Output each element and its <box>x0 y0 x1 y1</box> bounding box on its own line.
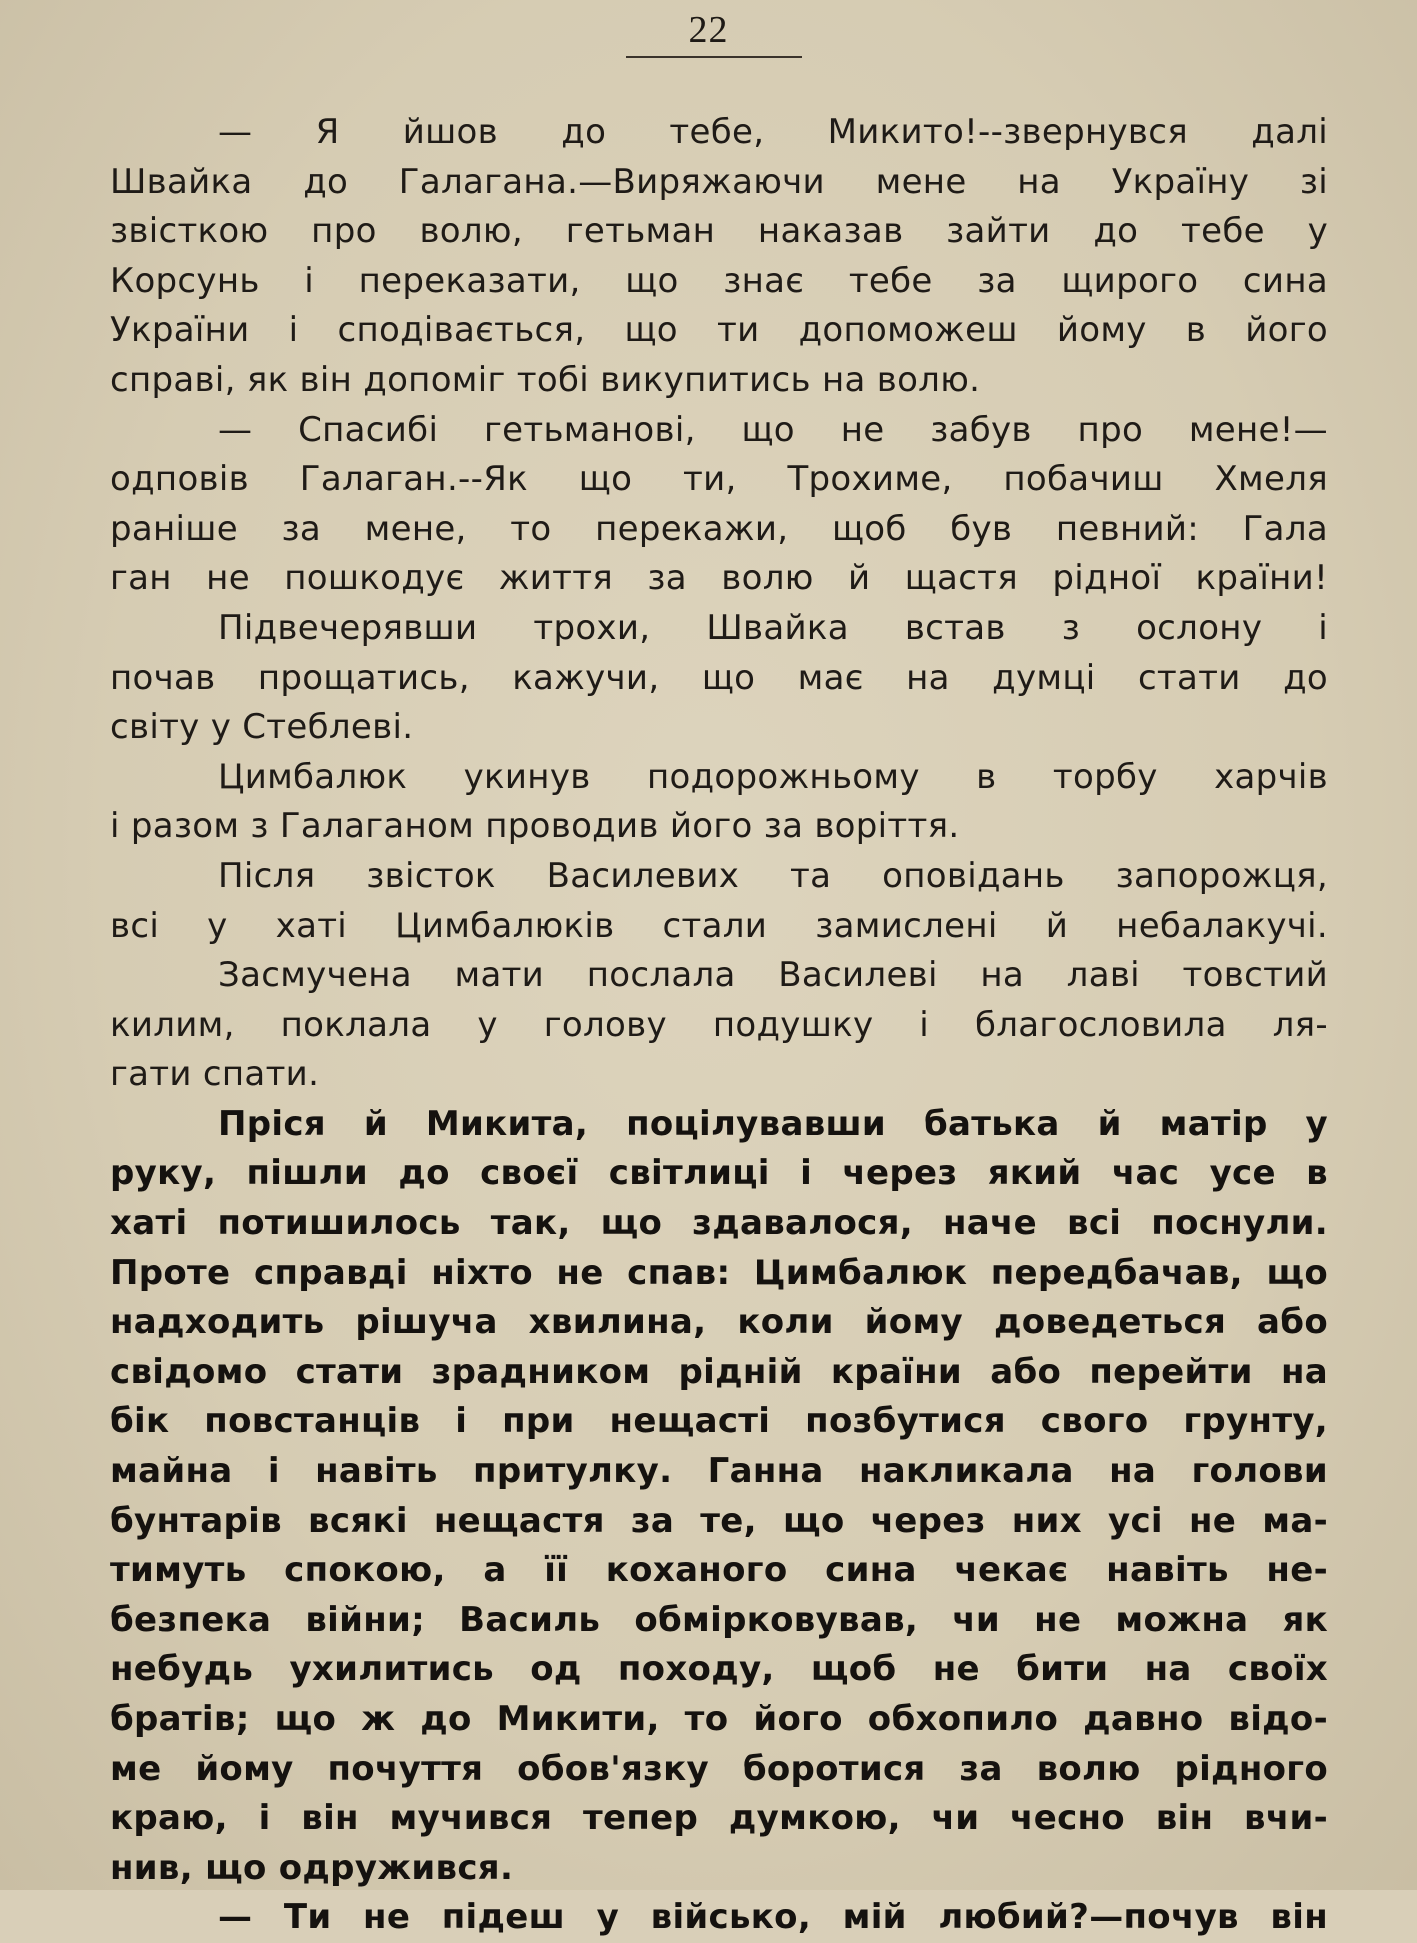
text-line: — Я йшов до тебе, Микито!--звернувся далі <box>218 112 1328 152</box>
text-line: одповів Галаган.--Як що ти, Трохиме, побачиш Хмеля <box>110 459 1328 500</box>
text-line: звісткою про волю, гетьман наказав зайти до тебе у <box>110 211 1328 252</box>
text-line: небудь ухилитись од походу, щоб не бити на своїх <box>110 1649 1328 1690</box>
text-line: Підвечерявши трохи, Швайка встав з ослону і <box>218 607 1328 648</box>
text-line: ган не пошкодує життя за волю й щастя рідної країни! <box>110 558 1328 599</box>
body-text <box>110 108 1328 1943</box>
text-line: руку, пішли до своєї світлиці і через який час усе в <box>110 1153 1328 1194</box>
paragraph-6 <box>110 951 1328 1100</box>
text-line: братів; що ж до Микити, то його обхопило давно відо- <box>110 1699 1328 1739</box>
text-line: Цимбалюк укинув подорожньому в торбу харчів <box>218 756 1328 797</box>
text-line: гати спати. <box>110 1054 320 1095</box>
text-line: свідомо стати зрадником рідній країни або перейти на <box>110 1351 1328 1392</box>
text-line: Після звісток Василевих та оповідань запорожця, <box>218 855 1328 896</box>
page-header <box>0 8 1417 52</box>
paragraph-8 <box>110 1893 1328 1943</box>
text-line: хаті потишилось так, що здавалося, наче всі поснули. <box>110 1203 1328 1244</box>
text-line: Засмучена мати послала Василеві на лаві товстий <box>218 955 1328 996</box>
text-line: бунтарів всякі нещастя за те, що через них усі не ма- <box>110 1500 1328 1541</box>
text-line: України і сподівається, що ти допоможеш йому в його <box>110 310 1328 351</box>
paragraph-5 <box>110 852 1328 951</box>
paragraph-7 <box>110 1100 1328 1894</box>
text-line: Швайка до Галагана.—Виряжаючи мене на Україну зі <box>110 161 1328 202</box>
page-number: 22 <box>688 9 729 51</box>
text-line: світу у Стеблеві. <box>110 707 414 748</box>
text-line: всі у хаті Цимбалюків стали замислені й небалакучі. <box>110 905 1328 946</box>
text-line: справі, як він допоміг тобі викупитись на волю. <box>110 359 981 400</box>
text-line: краю, і він мучився тепер думкою, чи чесно він вчи- <box>110 1798 1328 1839</box>
text-line: почав прощатись, кажучи, що має на думці стати до <box>110 657 1328 698</box>
text-line: майна і навіть притулку. Ганна накликала на голови <box>110 1451 1328 1492</box>
paragraph-4 <box>110 753 1328 852</box>
paragraph-2 <box>110 406 1328 604</box>
header-rule <box>626 56 802 58</box>
paragraph-1 <box>110 108 1328 406</box>
text-line: Проте справді ніхто не спав: Цимбалюк передбачав, що <box>110 1252 1328 1293</box>
text-line: — Ти не підеш у військо, мій любий?—почув він <box>218 1897 1328 1938</box>
text-line: бік повстанців і при нещасті позбутися свого грунту, <box>110 1401 1328 1442</box>
paragraph-3 <box>110 604 1328 753</box>
text-line: ме йому почуття обов'язку боротися за волю рідного <box>110 1748 1328 1789</box>
text-line: безпека війни; Василь обмірковував, чи не можна як <box>110 1599 1328 1640</box>
text-line: тимуть спокою, а її коханого сина чекає навіть не- <box>110 1550 1328 1591</box>
text-line: — Спасибі гетьманові, що не забув про мене!— <box>218 409 1328 450</box>
text-line: раніше за мене, то перекажи, щоб був певний: Гала <box>110 508 1328 549</box>
text-line: і разом з Галаганом проводив його за воріття. <box>110 806 960 847</box>
text-line: килим, поклала у голову подушку і благословила ля- <box>110 1004 1328 1045</box>
text-line: надходить рішуча хвилина, коли йому доведеться або <box>110 1302 1328 1343</box>
text-line: Корсунь і переказати, що знає тебе за щирого сина <box>110 260 1328 301</box>
text-line: нив, що одружився. <box>110 1847 514 1888</box>
text-line: Пріся й Микита, поцілувавши батька й матір у <box>218 1103 1328 1144</box>
